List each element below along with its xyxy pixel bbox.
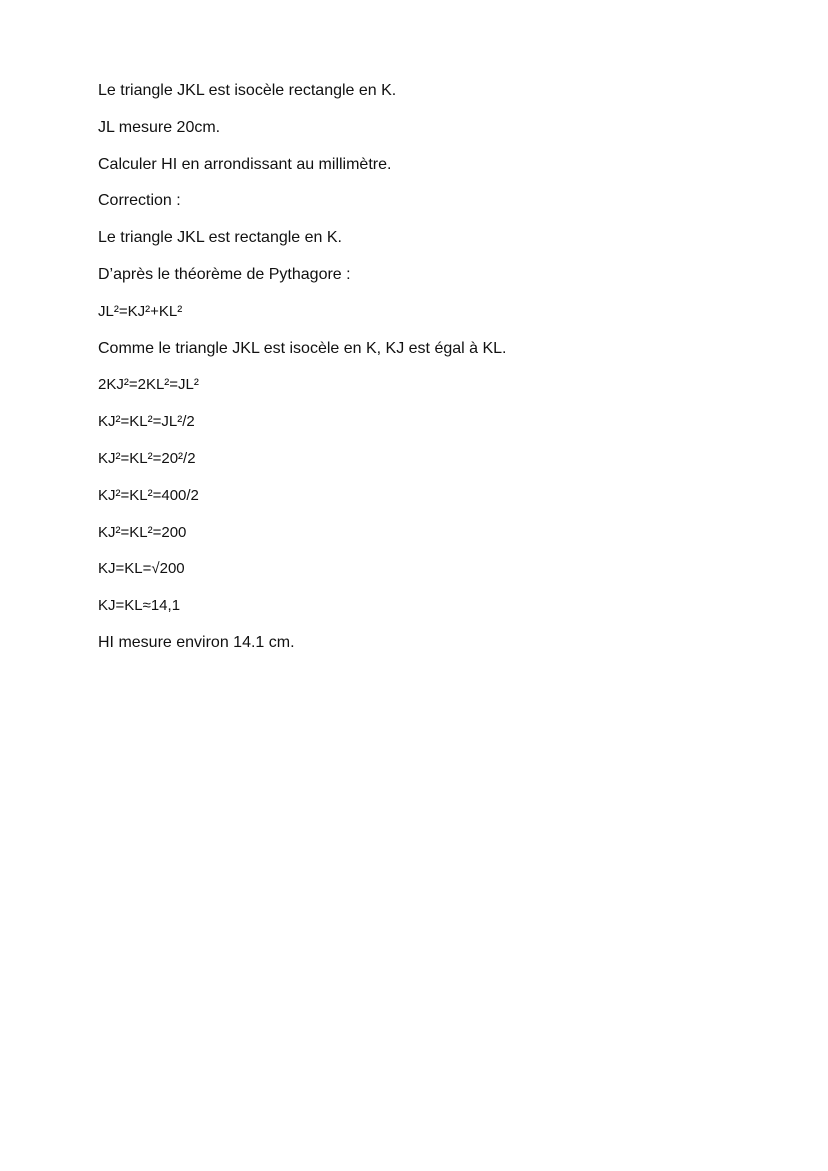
equation-line: KJ²=KL²=400/2 xyxy=(98,486,199,504)
document-body xyxy=(98,78,778,667)
correction-line: D’après le théorème de Pythagore : xyxy=(98,265,351,283)
equation-line: 2KJ²=2KL²=JL² xyxy=(98,376,199,394)
question: Calculer HI en arrondissant au millimètre. xyxy=(98,155,392,173)
correction-line: Comme le triangle JKL est isocèle en K, KJ est égal à KL. xyxy=(98,339,507,357)
given-length: JL mesure 20cm. xyxy=(98,118,221,136)
conclusion: HI mesure environ 14.1 cm. xyxy=(98,633,295,651)
equation-line: KJ²=KL²=20²/2 xyxy=(98,449,196,467)
equation-line: KJ=KL=√200 xyxy=(98,560,185,578)
equation-line: KJ²=KL²=JL²/2 xyxy=(98,413,195,431)
correction-line: Le triangle JKL est rectangle en K. xyxy=(98,229,342,247)
correction-heading: Correction : xyxy=(98,192,181,210)
equation-line: KJ=KL≈14,1 xyxy=(98,597,181,615)
equation-line: KJ²=KL²=200 xyxy=(98,523,187,541)
equation-line: JL²=KJ²+KL² xyxy=(98,302,183,320)
problem-statement: Le triangle JKL est isocèle rectangle en K. xyxy=(98,82,397,99)
